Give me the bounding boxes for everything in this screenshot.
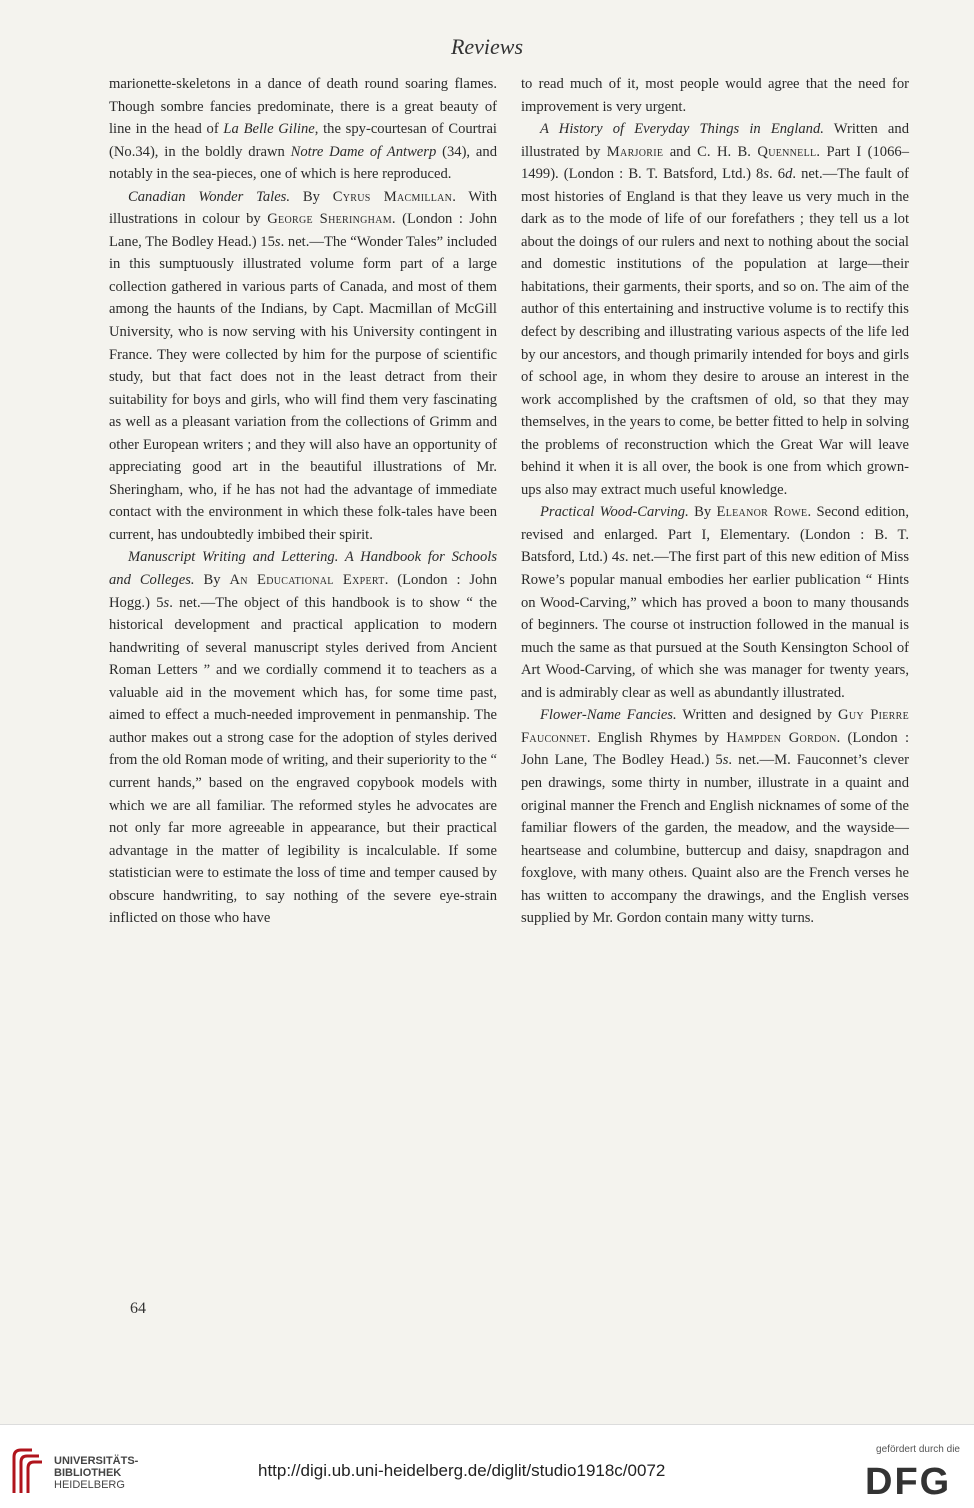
review-paragraph: A History of Everyday Things in England. Written and illustrated by Marjorie and C. H. B. Quennell. Part I (1066–1499). (London : B. T. Batsford, Ltd.) 8s. 6d. net.—The fault of most histories of England is that they leave us very much in the dark as to the mode of life of our forefathers ; they tell us a lot about the doings of our rulers and next to nothing about the social and domestic institutions of the population at large—their habitations, their garments, their sports, and so on. The aim of the author of this entertaining and instructive volume is to rectify this defect by describing and illustrating various aspects of the life led by our ancestors, and though primarily intended for boys and girls of school age, in whom they desire to arouse an interest in the work accomplished by the craftsmen of old, so that they may themselves, in the years to come, be better fitted to help in solving the problems of reconstruction which the Great War will leave behind it when it is all over, the book is one from which grown-ups also may extract much useful knowledge. (521, 121, 910, 498)
book-author: An Educational Expert (229, 572, 385, 589)
review-paragraph: Canadian Wonder Tales. By Cyrus Macmillan. With illustrations in colour by George Sheringham. (London : John Lane, The Bodley Head.) 15s. net.—The “Wonder Tales” included in this sumptuously illustrated volume form part of a large collection gathered in various parts of Canada, and most of them among the haunts of the Indians, by Capt. Macmillan of McGill University, who is now serving with his University contingent in France. They were collected by him for the purpose of scientific study, but that fact does not in the least detract from their suitability for boys and girls, who will find them very fascinating as well as a pleasant variation from the collections of Grimm and other European writers ; and they will also have an opportunity of appreciating good art in the beautiful illustrations of Mr. Sheringham, who, if he has not had the advantage of immediate contact with the environment in which these folk-tales have been current, has undoubtedly imbibed their spirit. (109, 188, 497, 543)
review-paragraph: Flower-Name Fancies. Written and designed by Guy Pierre Fauconnet. English Rhymes by Hampden Gordon. (London : John Lane, The Bodley Head.) 5s. net.—M. Fauconnet’s clever pen drawings, some thirty in number, illustrate in a quaint and original manner the French and English nicknames of some of the familiar flowers of the garden, the meadow, and the wayside—heartsease and columbine, buttercup and daisy, snapdragon and foxglove, with many otheıs. Quaint also are the French verses he has wıitten to accompany the drawings, and the English verses supplied by Mr. Gordon contain many witty turns. (521, 707, 910, 927)
library-logo-icon (10, 1447, 44, 1495)
book-author: Cyrus Macmillan (332, 188, 453, 205)
book-title: Practical Wood-Carving. (540, 504, 689, 521)
svg-text:DFG: DFG (865, 1461, 952, 1497)
book-author: Eleanor Rowe (716, 504, 808, 521)
book-title: A History of Everyday Things in England. (540, 121, 824, 138)
right-column (521, 73, 909, 930)
book-author: Marjorie (606, 143, 664, 160)
book-title: Canadian Wonder Tales. (128, 188, 291, 205)
permalink-url[interactable]: http://digi.ub.uni-heidelberg.de/diglit/studio1918c/0072 (258, 1461, 666, 1480)
dfg-logo-icon (863, 1461, 958, 1497)
book-title: Flower-Name Fancies. (540, 707, 677, 724)
left-column (109, 73, 497, 930)
book-author: Guy Pierre Fauconnet (521, 707, 910, 746)
review-paragraph: Manuscript Writing and Lettering. A Handbook for Schools and Colleges. By An Educational Expert. (London : John Hogg.) 5s. net.—The object of this handbook is to show “ the historical development and practical application to modern handwriting of several manuscript styles derived from Ancient Roman Letters ” and we cordially commend it to teachers as a valuable aid in the movement which has, for some time past, aimed to effect a much-needed improvement in penmanship. The author makes out a strong case for the adoption of styles derived from the old Roman mode of writing, and their superiority to the “ current hands,” based on the engraved copybook models with which we are all familiar. The reformed styles he advocates are not only far more agreeable in appearance, but their practical advantage in the matter of legibility is incalculable. If some statistician were to estimate the loss of time and temper caused by obscure handwriting, to say nothing of the severe eye-strain inflicted on those who have (109, 549, 497, 927)
review-paragraph: Practical Wood-Carving. By Eleanor Rowe. Second edition, revised and enlarged. Part I, Elementary. (London : B. T. Batsford, Ltd.) 4s. net.—The first part of this new edition of Miss Rowe’s popular manual embodies her earlier publication “ Hints on Wood-Carving,” which has proved a boon to many thousands of beginners. The course ot instruction followed in the manual is much the same as that pursued at the South Kensington School of Art Wood-Carving, of which she was manager for twenty years, and is admirably clear as well as abundantly illustrated. (521, 504, 910, 701)
funding-note: gefördert durch die (876, 1444, 960, 1455)
review-paragraph: to read much of it, most people would agree that the need for improvement is very urgent. (521, 76, 909, 115)
page-number: 64 (130, 1300, 146, 1317)
footer-bar (0, 1424, 974, 1508)
running-header: Reviews (450, 34, 524, 59)
book-title: Manuscript Writing and Lettering. A Handbook for Schools and Colleges. (109, 549, 497, 589)
review-paragraph: marionette-skeletons in a dance of death round soaring flames. Though sombre fancies predominate, there is a great beauty of line in the head of La Belle Giline, the spy-courtesan of Courtrai (No.34), in the boldly drawn Notre Dame of Antwerp (34), and notably in the sea-pieces, one of which is here reproduced. (109, 76, 497, 183)
library-name: UNIVERSITÄTS- BIBLIOTHEK HEIDELBERG (54, 1455, 139, 1491)
